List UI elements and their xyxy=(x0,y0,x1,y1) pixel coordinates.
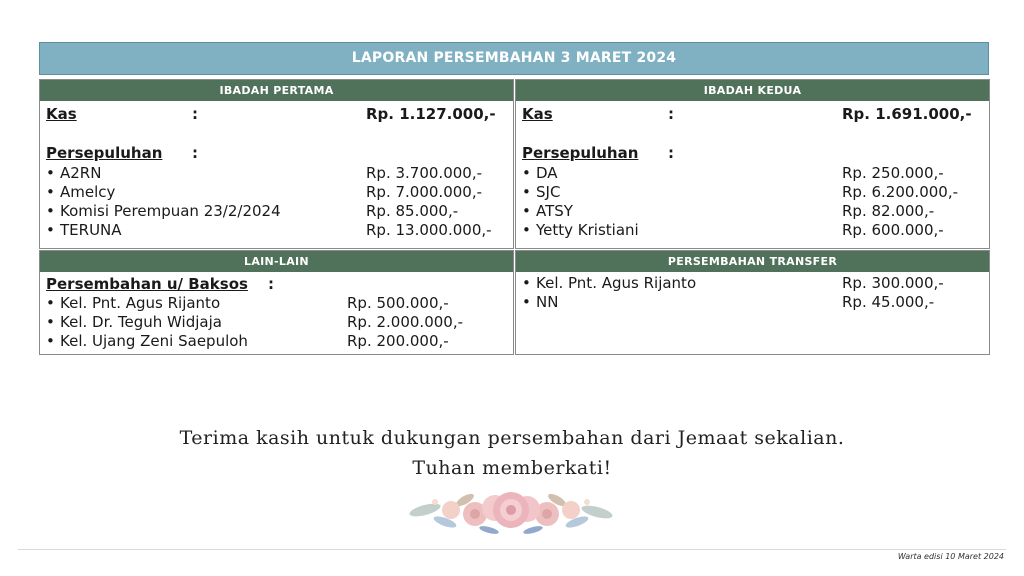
kas-colon: : xyxy=(192,105,198,123)
list-item xyxy=(46,313,222,332)
panel-persembahan-transfer xyxy=(515,250,990,355)
panel-ibadah-pertama xyxy=(39,79,514,249)
donor-amount: Rp. 2.000.000,- xyxy=(347,313,464,331)
baksos-colon: : xyxy=(268,275,274,293)
list-item xyxy=(522,293,558,312)
persepuluhan-colon: : xyxy=(192,144,198,162)
panel-header-lain-lain: LAIN-LAIN xyxy=(40,251,513,272)
list-item xyxy=(46,294,220,313)
blessing-message: Tuhan memberkati! xyxy=(412,457,612,479)
bullet-icon: • xyxy=(522,274,531,292)
list-item xyxy=(46,332,248,351)
bullet-icon: • xyxy=(522,293,531,311)
bullet-icon: • xyxy=(46,202,55,220)
baksos-label: Persembahan u/ Baksos xyxy=(46,275,248,293)
list-item xyxy=(522,221,639,240)
donor-amount: Rp. 600.000,- xyxy=(842,221,944,239)
bullet-icon: • xyxy=(46,332,55,350)
footer-edition: Warta edisi 10 Maret 2024 xyxy=(897,552,1004,561)
donor-amount: Rp. 7.000.000,- xyxy=(366,183,483,201)
donor-amount: Rp. 82.000,- xyxy=(842,202,935,220)
list-item xyxy=(522,274,696,293)
donor-name: Kel. Pnt. Agus Rijanto xyxy=(536,274,697,292)
donor-amount: Rp. 45.000,- xyxy=(842,293,935,311)
report-title: LAPORAN PERSEMBAHAN 3 MARET 2024 xyxy=(39,42,989,75)
donor-amount: Rp. 3.700.000,- xyxy=(366,164,483,182)
persepuluhan-label: Persepuluhan xyxy=(46,144,163,162)
donor-amount: Rp. 250.000,- xyxy=(842,164,944,182)
donor-name: Kel. Dr. Teguh Widjaja xyxy=(60,313,222,331)
panel-header-transfer: PERSEMBAHAN TRANSFER xyxy=(516,251,989,272)
flower-decoration-icon xyxy=(405,482,617,544)
bullet-icon: • xyxy=(522,183,531,201)
bullet-icon: • xyxy=(46,221,55,239)
persepuluhan-colon: : xyxy=(668,144,674,162)
donor-name: DA xyxy=(536,164,558,182)
list-item xyxy=(522,202,573,221)
donor-amount: Rp. 6.200.000,- xyxy=(842,183,959,201)
list-item xyxy=(46,221,122,240)
footer-divider xyxy=(18,549,1006,550)
kas-colon: : xyxy=(668,105,674,123)
donor-name: Kel. Ujang Zeni Saepuloh xyxy=(60,332,248,350)
bullet-icon: • xyxy=(46,313,55,331)
kas-label: Kas xyxy=(46,105,77,123)
bullet-icon: • xyxy=(522,202,531,220)
list-item xyxy=(522,183,560,202)
kas-amount: Rp. 1.127.000,- xyxy=(366,105,496,123)
donor-name: Kel. Pnt. Agus Rijanto xyxy=(60,294,221,312)
panel-lain-lain xyxy=(39,250,514,355)
list-item xyxy=(46,202,281,221)
kas-amount: Rp. 1.691.000,- xyxy=(842,105,972,123)
donor-amount: Rp. 300.000,- xyxy=(842,274,944,292)
bullet-icon: • xyxy=(46,164,55,182)
donor-name: Komisi Perempuan 23/2/2024 xyxy=(60,202,281,220)
donor-name: A2RN xyxy=(60,164,102,182)
list-item xyxy=(46,183,115,202)
donor-amount: Rp. 85.000,- xyxy=(366,202,459,220)
donor-amount: Rp. 500.000,- xyxy=(347,294,449,312)
bullet-icon: • xyxy=(522,164,531,182)
donor-amount: Rp. 13.000.000,- xyxy=(366,221,492,239)
donor-amount: Rp. 200.000,- xyxy=(347,332,449,350)
donor-name: Amelcy xyxy=(60,183,116,201)
persepuluhan-label: Persepuluhan xyxy=(522,144,639,162)
panel-header-ibadah-kedua: IBADAH KEDUA xyxy=(516,80,989,101)
list-item xyxy=(522,164,558,183)
bullet-icon: • xyxy=(46,294,55,312)
donor-name: TERUNA xyxy=(60,221,122,239)
donor-name: SJC xyxy=(536,183,561,201)
kas-label: Kas xyxy=(522,105,553,123)
bullet-icon: • xyxy=(522,221,531,239)
thanks-message: Terima kasih untuk dukungan persembahan dari Jemaat sekalian. xyxy=(179,427,845,449)
bullet-icon: • xyxy=(46,183,55,201)
panel-header-ibadah-pertama: IBADAH PERTAMA xyxy=(40,80,513,101)
panel-ibadah-kedua xyxy=(515,79,990,249)
donor-name: Yetty Kristiani xyxy=(536,221,639,239)
donor-name: NN xyxy=(536,293,559,311)
list-item xyxy=(46,164,101,183)
donor-name: ATSY xyxy=(536,202,573,220)
